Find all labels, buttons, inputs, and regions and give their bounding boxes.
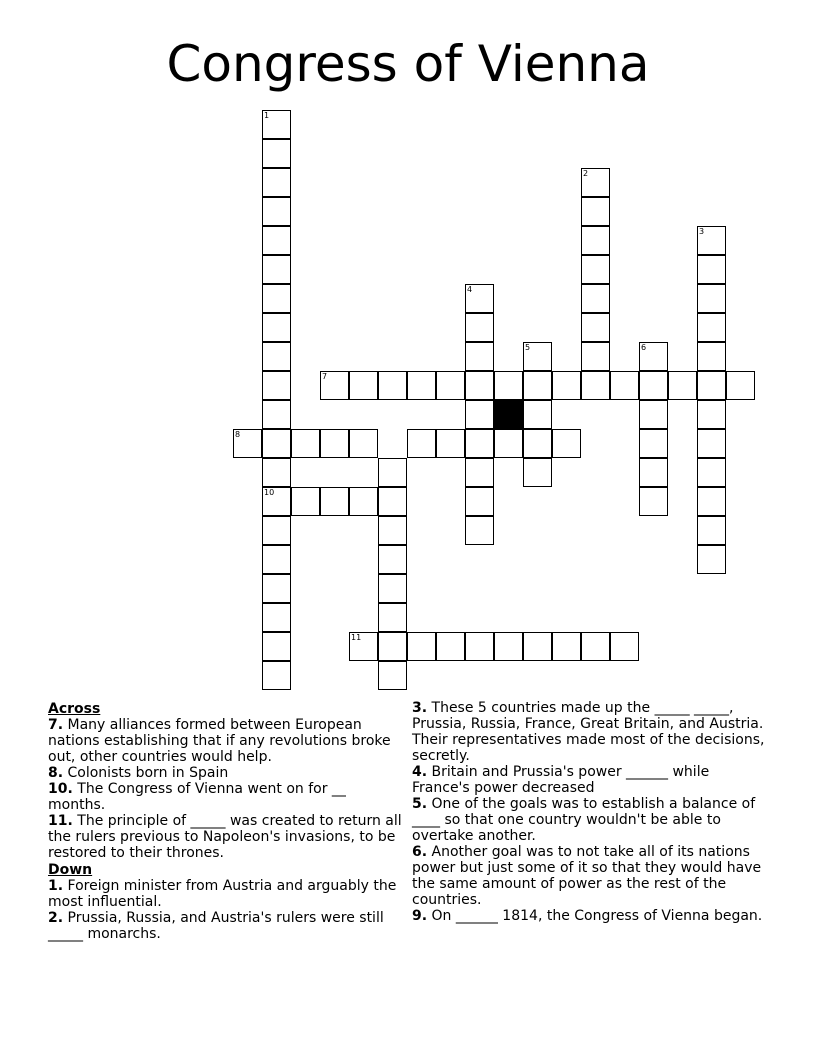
crossword-cell[interactable] [262,574,291,603]
crossword-cell[interactable] [233,429,262,458]
crossword-cell[interactable] [262,197,291,226]
crossword-cell[interactable] [523,429,552,458]
crossword-cell[interactable] [378,661,407,690]
crossword-cell[interactable] [639,458,668,487]
page-title: Congress of Vienna [166,35,650,93]
clue-number-label: 7. [48,717,64,733]
crossword-cell[interactable] [581,284,610,313]
clue-number-label: 6. [412,844,428,860]
crossword-cell[interactable] [465,400,494,429]
clue [48,781,406,813]
crossword-cell[interactable] [552,429,581,458]
crossword-cell[interactable] [262,429,291,458]
clue-text: Britain and Prussia's power ______ while France's power decreased [412,764,710,796]
crossword-cell[interactable] [378,545,407,574]
clue-number-label: 5. [412,796,428,812]
clue-text: Another goal was to not take all of its nations power but just some of it so that they would have the same amount of power as the rest of the countries. [412,844,762,908]
crossword-cell[interactable] [639,400,668,429]
crossword-cell[interactable] [291,429,320,458]
clue-number-label: 2. [48,910,64,926]
crossword-cell[interactable] [436,632,465,661]
down-heading: Down [48,862,93,878]
crossword-cell[interactable] [639,342,668,371]
crossword-cell[interactable] [610,371,639,400]
crossword-cell[interactable] [465,313,494,342]
crossword-cell[interactable] [639,429,668,458]
crossword-cell[interactable] [320,429,349,458]
crossword-cell[interactable] [697,545,726,574]
crossword-cell[interactable] [552,632,581,661]
clue-text: The Congress of Vienna went on for __ months. [48,781,346,813]
crossword-cell[interactable] [436,371,465,400]
crossword-cell[interactable] [726,371,755,400]
clue-text: The principle of _____ was created to return all the rulers previous to Napoleon's invasions, to be restored to their thrones. [48,813,402,861]
clue-number: 4 [467,285,473,294]
clue-number: 6 [641,343,647,352]
crossword-cell[interactable] [581,632,610,661]
clues-left-column [48,700,406,942]
crossword-cell[interactable] [610,632,639,661]
crossword-cell[interactable] [262,661,291,690]
clue-number: 7 [322,372,328,381]
crossword-cell[interactable] [378,603,407,632]
crossword-cell[interactable] [523,342,552,371]
clue-text: Many alliances formed between European nations establishing that if any revolutions broke out, other countries would help. [48,717,391,765]
clue-number: 3 [699,227,705,236]
clue-number: 8 [235,430,241,439]
clue-number-label: 1. [48,878,64,894]
crossword-cell[interactable] [378,516,407,545]
crossword-cell[interactable] [523,371,552,400]
crossword-cell[interactable] [523,400,552,429]
crossword-cell[interactable] [465,632,494,661]
crossword-cell[interactable] [262,516,291,545]
crossword-black-cell [494,400,523,429]
clue [412,764,770,796]
clue [48,717,406,765]
crossword-cell[interactable] [494,429,523,458]
crossword-cell[interactable] [407,371,436,400]
crossword-cell[interactable] [494,632,523,661]
clue [412,908,770,924]
clue-text: Colonists born in Spain [67,765,229,781]
crossword-cell[interactable] [262,226,291,255]
crossword-cell[interactable] [320,487,349,516]
crossword-cell[interactable] [407,632,436,661]
crossword-cell[interactable] [349,371,378,400]
crossword-cell[interactable] [697,487,726,516]
clue-number: 2 [583,169,589,178]
crossword-cell[interactable] [378,371,407,400]
clue [412,844,770,908]
crossword-cell[interactable] [262,110,291,139]
crossword-cell[interactable] [349,487,378,516]
crossword-cell[interactable] [262,458,291,487]
clue [48,910,406,942]
across-heading: Across [48,701,101,717]
crossword-cell[interactable] [697,458,726,487]
crossword-cell[interactable] [349,632,378,661]
crossword-cell[interactable] [262,487,291,516]
crossword-cell[interactable] [262,603,291,632]
clue-number-label: 9. [412,908,428,924]
clue-number: 1 [264,111,270,120]
crossword-cell[interactable] [465,458,494,487]
clue-text: These 5 countries made up the _____ _____, Prussia, Russia, France, Great Britain, and Austria. Their representatives made most of the decisions, secretly. [412,700,765,764]
clue-number: 5 [525,343,531,352]
clue [48,878,406,910]
crossword-cell[interactable] [262,371,291,400]
crossword-cell[interactable] [378,487,407,516]
crossword-cell[interactable] [523,632,552,661]
crossword-cell[interactable] [581,313,610,342]
clue-text: Prussia, Russia, and Austria's rulers were still _____ monarchs. [48,910,384,942]
crossword-cell[interactable] [407,429,436,458]
clue-text: Foreign minister from Austria and arguably the most influential. [48,878,397,910]
crossword-cell[interactable] [320,371,349,400]
crossword-cell[interactable] [697,313,726,342]
crossword-cell[interactable] [494,371,523,400]
clue-number-label: 4. [412,764,428,780]
clue-number: 10 [264,488,275,497]
crossword-cell[interactable] [668,371,697,400]
crossword-cell[interactable] [465,429,494,458]
crossword-cell[interactable] [581,168,610,197]
crossword-cell[interactable] [697,516,726,545]
crossword-cell[interactable] [552,371,581,400]
crossword-cell[interactable] [349,429,378,458]
clue-number-label: 10. [48,781,73,797]
crossword-cell[interactable] [581,255,610,284]
crossword-cell[interactable] [378,458,407,487]
crossword-cell[interactable] [262,400,291,429]
crossword-cell[interactable] [581,197,610,226]
clue-text: On ______ 1814, the Congress of Vienna began. [431,908,763,924]
crossword-cell[interactable] [378,632,407,661]
crossword-cell[interactable] [262,313,291,342]
crossword-cell[interactable] [465,516,494,545]
crossword-cell[interactable] [262,255,291,284]
crossword-cell[interactable] [697,371,726,400]
clue-number-label: 8. [48,765,64,781]
clue-text: One of the goals was to establish a balance of ____ so that one country wouldn't be able to overtake another. [412,796,756,844]
clue-number: 11 [351,633,362,642]
crossword-cell[interactable] [378,574,407,603]
crossword-cell[interactable] [262,139,291,168]
crossword-cell[interactable] [465,487,494,516]
down-clue-list [48,878,406,942]
crossword-cell[interactable] [697,400,726,429]
crossword-cell[interactable] [697,226,726,255]
crossword-cell[interactable] [262,632,291,661]
down-clue-list-continued [412,700,770,924]
clue [48,813,406,861]
crossword-cell[interactable] [581,371,610,400]
crossword-cell[interactable] [262,284,291,313]
crossword-cell[interactable] [581,226,610,255]
crossword-cell[interactable] [465,342,494,371]
crossword-cell[interactable] [291,487,320,516]
clue-number-label: 3. [412,700,428,716]
crossword-cell[interactable] [697,429,726,458]
crossword-cell[interactable] [639,371,668,400]
crossword-cell[interactable] [697,342,726,371]
crossword-cell[interactable] [639,487,668,516]
crossword-cell[interactable] [465,284,494,313]
across-clue-list [48,717,406,861]
crossword-cell[interactable] [262,342,291,371]
clues-right-column [412,700,770,924]
clue [48,765,406,781]
crossword-cell[interactable] [465,371,494,400]
clue [412,700,770,764]
clue [412,796,770,844]
crossword-cell[interactable] [262,168,291,197]
crossword-cell[interactable] [523,458,552,487]
crossword-cell[interactable] [697,284,726,313]
clue-number-label: 11. [48,813,73,829]
crossword-cell[interactable] [581,342,610,371]
crossword-cell[interactable] [262,545,291,574]
crossword-cell[interactable] [436,429,465,458]
crossword-cell[interactable] [697,255,726,284]
